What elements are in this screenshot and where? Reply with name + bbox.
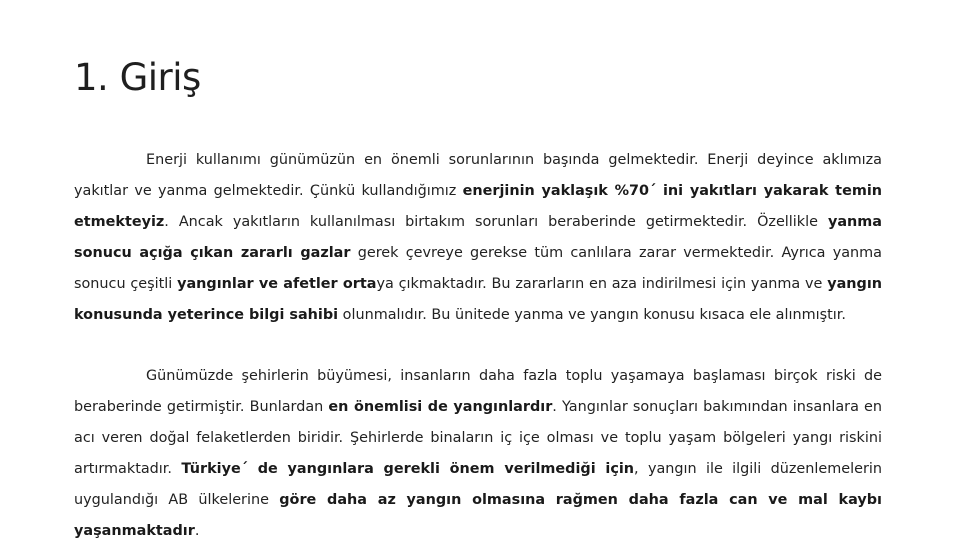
bold-phrase: en önemlisi de yangınlardır xyxy=(328,398,553,415)
text-run: , yangın ile ilgili düzenlemelerin uygulandığı AB ülkelerine xyxy=(74,460,883,508)
paragraph-intro-text xyxy=(74,152,882,323)
text-run: . xyxy=(194,522,200,539)
text-run: Günümüzde şehirlerin büyümesi, insanların daha fazla toplu yaşamaya başlaması birçok riski de beraberinde getirmiştir. Bunlardan xyxy=(74,368,882,415)
text-run: . Ancak yakıtların kullanılması birtakım sorunları beraberinde getirmektedir. Özellikle xyxy=(164,213,828,230)
bold-phrase: yangın konusunda yeterince bilgi sahibi xyxy=(74,275,883,323)
paragraph-cities-text xyxy=(74,368,882,539)
text-run: . Yangınlar sonuçları bakımından insanlara en acı veren doğal felaketlerden biridir. Şehirlerde binaların iç içe olması ve toplu yaşam bölgeleri yangı riskini artırmaktadır. xyxy=(74,398,882,477)
paragraph-cities xyxy=(74,361,882,546)
bold-phrase: Türkiye´ de yangınlara gerekli önem verilmediği için xyxy=(181,460,635,477)
paragraph-intro xyxy=(74,145,882,330)
text-run: ya çıkmaktadır. Bu zararların en aza indirilmesi için yanma ve xyxy=(376,275,828,292)
text-run: olunmalıdır. Bu ünitede yanma ve yangın konusu kısaca ele alınmıştır. xyxy=(338,306,846,323)
text-run: Enerji kullanımı günümüzün en önemli sorunlarının başında gelmektedir. Enerji deyince aklımıza yakıtlar ve yanma gelmektedir. Çünkü kullandığımız xyxy=(74,152,882,199)
slide-title: 1. Giriş xyxy=(74,56,201,99)
bold-phrase: göre daha az yangın olmasına rağmen daha fazla can ve mal kaybı yaşanmaktadır xyxy=(74,491,882,539)
bold-phrase: yanma sonucu açığa çıkan zararlı gazlar xyxy=(74,213,882,261)
text-run: gerek çevreye gerekse tüm canlılara zarar vermektedir. Ayrıca yanma sonucu çeşitli xyxy=(74,244,882,292)
bold-phrase: yangınlar ve afetler orta xyxy=(177,275,377,292)
bold-phrase: enerjinin yaklaşık %70´ ini yakıtları yakarak temin etmekteyiz xyxy=(74,182,882,230)
